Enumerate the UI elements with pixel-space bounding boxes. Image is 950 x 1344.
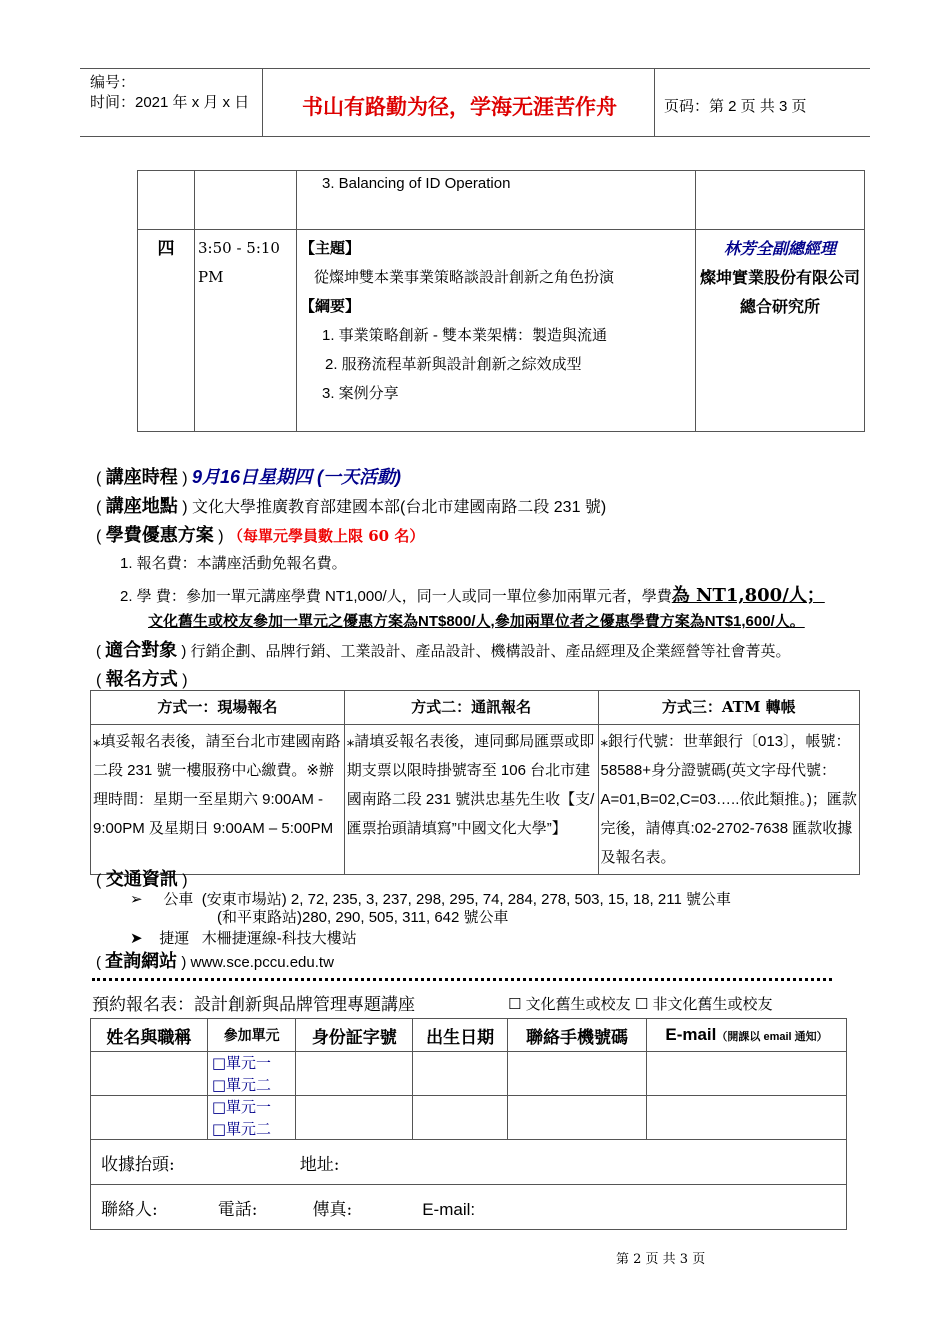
motto: 书山有路勤为径，学海无涯苦作舟 [302, 94, 617, 119]
fax-label: 傳真: [312, 1199, 353, 1220]
fee-item-2: 2. 學 費：參加一單元講座學費 NT1,000/人，同一人或同一單位參加兩單元者，學費為 NT1,800/人； [120, 585, 825, 606]
date-label: 时间：2021 年 x 月 x 日 [90, 94, 250, 111]
address-label: 地址: [299, 1154, 340, 1175]
phone-field[interactable] [508, 1096, 647, 1140]
page-number: 页码：第 2 页 共 3 页 [664, 98, 807, 115]
unit-1-checkbox[interactable]: □單元一 [211, 1098, 272, 1116]
topic: 從燦坤雙本業事業策略談設計創新之角色扮演 [314, 269, 615, 286]
bus-info-2: (和平東路站)280, 290, 505, 311, 642 號公車 [217, 909, 509, 926]
checkbox-alumni[interactable]: ☐ [508, 996, 522, 1013]
outline-label: 【綱要】 [300, 297, 361, 315]
method-cell: ⁎請填妥報名表後，連同郵局匯票或即期支票以限時掛號寄至 106 台北市建國南路二段 231 號洪忠基先生收【支/匯票抬頭請填寫”中國文化大學”】 [344, 725, 598, 875]
birth-field[interactable] [413, 1052, 508, 1096]
registration-methods-table [90, 690, 860, 875]
place-value: 文化大學推廣教育部建國本部(台北市建國南路二段 231 號) [192, 499, 607, 516]
method-header: 方式二：通訊報名 [344, 691, 598, 725]
form-header: 參加單元 [207, 1019, 296, 1052]
place-label: 講座地點 [105, 496, 178, 517]
email-label: E-mail: [422, 1199, 476, 1219]
unit-2-checkbox[interactable]: □單元二 [211, 1120, 272, 1138]
alumni-options: ☐ 文化舊生或校友 ☐ 非文化舊生或校友 [508, 996, 773, 1013]
fee-item-1: 1. 報名費：本講座活動免報名費。 [120, 555, 347, 572]
method-cell: ⁎銀行代號：世華銀行〔013〕，帳號：58588+身分證號碼(英文字母代號：A=01,B=02,C=03…..依此類推。)；匯款完後，請傳真:02-2702-7638 匯款收據及報名表。 [598, 725, 859, 875]
page-header [80, 68, 870, 137]
id-field[interactable] [296, 1052, 413, 1096]
name-field[interactable] [91, 1052, 208, 1096]
website-section: ( 查詢網站 ) www.sce.pccu.edu.tw [96, 951, 334, 972]
transport-label: 交通資訊 [105, 869, 178, 890]
fee-item-2-alumni: 文化舊生或校友參加一單元之優惠方案為NT$800/人,參加兩單位者之優惠學費方案為NT$1,600/人。 [148, 613, 805, 630]
time-label: 講座時程 [105, 467, 178, 488]
outline-item: 3. 案例分享 [322, 385, 399, 402]
divider [92, 978, 832, 981]
session-number: 四 [138, 230, 195, 432]
schedule-content: 3. Balancing of ID Operation [297, 171, 696, 230]
website-link[interactable]: www.sce.pccu.edu.tw [190, 954, 334, 971]
form-header: 姓名與職稱 [91, 1019, 208, 1052]
fee-section: ( 學費優惠方案 ) （每單元學員數上限 60 名） [96, 525, 425, 546]
checkbox-non-alumni[interactable]: ☐ [634, 996, 649, 1013]
email-field[interactable] [647, 1096, 847, 1140]
time-section: ( 講座時程 ) 9月16日星期四 (一天活動) [96, 467, 402, 488]
form-header: 聯絡手機號碼 [508, 1019, 647, 1052]
place-section: ( 講座地點 ) 文化大學推廣教育部建國本部(台北市建國南路二段 231 號) [96, 496, 607, 517]
form-header: 出生日期 [413, 1019, 508, 1052]
speaker: 林芳全副總經理 [723, 239, 836, 258]
form-header: 身份証字號 [296, 1019, 413, 1052]
time-value: 9月16日星期四 (一天活動) [192, 467, 402, 487]
unit-2-checkbox[interactable]: □單元二 [211, 1076, 272, 1094]
method-cell: ⁎填妥報名表後，請至台北市建國南路二段 231 號一樓服務中心繳費。※辦理時間：星期一至星期六 9:00AM - 9:00PM 及星期日 9:00AM – 5:00PM [91, 725, 345, 875]
transport-section: ( 交通資訊 ) [96, 869, 188, 890]
name-field[interactable] [91, 1096, 208, 1140]
email-field[interactable] [647, 1052, 847, 1096]
method-header: 方式一：現場報名 [91, 691, 345, 725]
unit-1-checkbox[interactable]: □單元一 [211, 1054, 272, 1072]
fee-note: （每單元學員數上限 60 名） [228, 527, 425, 545]
method-section: ( 報名方式 ) [96, 669, 188, 690]
outline-item: 1. 事業策略創新 - 雙本業架構：製造與流通 [322, 327, 608, 344]
registration-form-table: 姓名與職稱 參加單元 身份証字號 出生日期 聯絡手機號碼 E-mail（開課以 email 通知） □單元一 □單元二 □單元一 □單元二 收據抬頭: 地址: 聯絡人: 電話: 傳真: E-mail: [90, 1018, 847, 1230]
bus-info: ➢ 公車 (安東市場站) 2, 72, 235, 3, 237, 298, 295, 74, 284, 278, 503, 15, 18, 211 號公車 [130, 891, 731, 908]
method-header: 方式三：ATM 轉帳 [598, 691, 859, 725]
session-time: 3:50 - 5:10 PM [195, 230, 297, 432]
target-section: ( 適合對象 ) 行銷企劃、品牌行銷、工業設計、產品設計、機構設計、產品經理及企業經營等社會菁英。 [96, 640, 791, 661]
target-value: 行銷企劃、品牌行銷、工業設計、產品設計、機構設計、產品經理及企業經營等社會菁英。 [190, 643, 791, 660]
method-label: 報名方式 [105, 669, 178, 690]
fee-label: 學費優惠方案 [105, 525, 214, 546]
page-footer: 第 2 页 共 3 页 [616, 1252, 706, 1267]
schedule-table [137, 170, 865, 432]
form-header: E-mail [665, 1025, 717, 1044]
mrt-info: ➤ 捷運 木柵捷運線-科技大樓站 [130, 930, 357, 947]
contact-label: 聯絡人: [101, 1199, 158, 1220]
id-field[interactable] [296, 1096, 413, 1140]
topic-label: 【主題】 [300, 239, 361, 257]
department: 總合研究所 [739, 297, 820, 316]
form-title: 預約報名表：設計創新與品牌管理專題講座 [92, 995, 415, 1014]
phone-label: 電話: [217, 1199, 258, 1220]
website-label: 查詢網站 [105, 951, 178, 972]
target-label: 適合對象 [105, 640, 178, 661]
receipt-label: 收據抬頭: [101, 1154, 175, 1175]
birth-field[interactable] [413, 1096, 508, 1140]
company: 燦坤實業股份有限公司 [699, 268, 860, 287]
phone-field[interactable] [508, 1052, 647, 1096]
number-label: 编号： [90, 74, 136, 91]
outline-item: 2. 服務流程革新與設計創新之綜效成型 [325, 356, 582, 373]
